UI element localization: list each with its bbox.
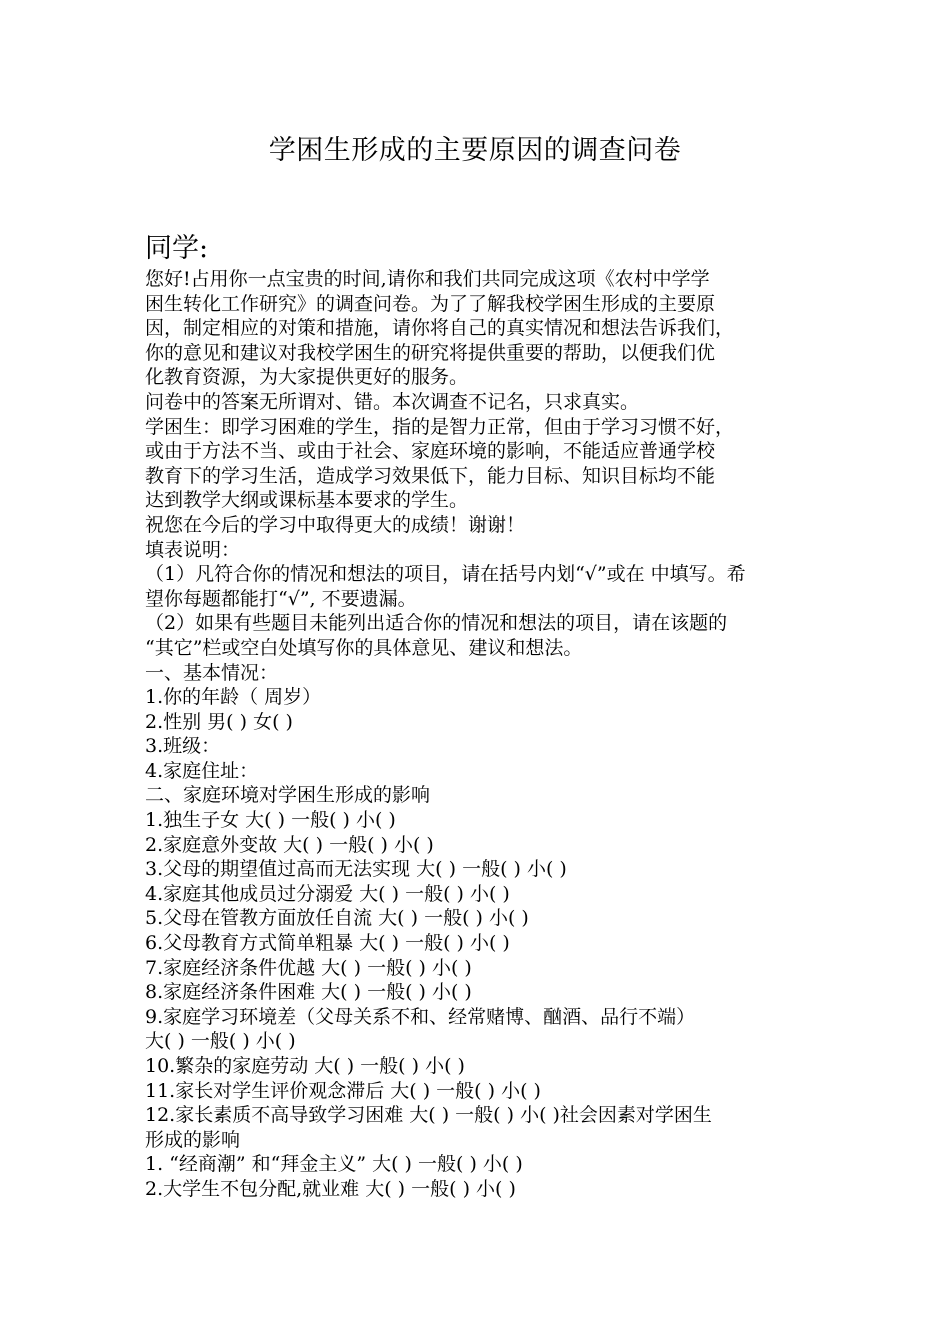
- question-item: 2.大学生不包分配,就业难 大( ) 一般( ) 小( ): [145, 1177, 516, 1200]
- section-heading: 二、家庭环境对学困生形成的影响: [145, 784, 431, 807]
- question-item: 4.家庭其他成员过分溺爱 大( ) 一般( ) 小( ): [145, 882, 510, 905]
- question-item: 3.父母的期望值过高而无法实现 大( ) 一般( ) 小( ): [145, 858, 567, 881]
- section-label: 填表说明：: [145, 538, 241, 561]
- question-item: 11.家长对学生评价观念滞后 大( ) 一般( ) 小( ): [145, 1079, 541, 1102]
- paragraph-line: 困生转化工作研究》的调查问卷。为了了解我校学困生形成的主要原: [145, 292, 716, 315]
- paragraph-line: 祝您在今后的学习中取得更大的成绩！谢谢！: [145, 513, 526, 536]
- question-item: 12.家长素质不高导致学习困难 大( ) 一般( ) 小( )社会因素对学困生: [145, 1104, 712, 1127]
- question-item: 大( ) 一般( ) 小( ): [145, 1030, 296, 1053]
- greeting: 同学:: [145, 233, 209, 264]
- question-item: 1.独生子女 大( ) 一般( ) 小( ): [145, 809, 396, 832]
- question-item: 10.繁杂的家庭劳动 大( ) 一般( ) 小( ): [145, 1055, 465, 1077]
- question-item: 3.班级：: [145, 735, 221, 758]
- question-item: 7.家庭经济条件优越 大( ) 一般( ) 小( ): [145, 956, 472, 979]
- question-item: 1.你的年龄（ 周岁）: [145, 686, 322, 709]
- instruction-line: 望你每题都能打“√”, 不要遗漏。: [145, 587, 417, 610]
- question-item: 2.家庭意外变故 大( ) 一般( ) 小( ): [145, 833, 434, 856]
- instruction-line: “其它”栏或空白处填写你的具体意见、建议和想法。: [145, 636, 583, 659]
- instruction-line: （2）如果有些题目未能列出适合你的情况和想法的项目，请在该题的: [145, 612, 728, 635]
- paragraph-line: 您好!占用你一点宝贵的时间,请你和我们共同完成这项《农村中学学: [145, 268, 710, 290]
- section-heading: 一、基本情况：: [145, 661, 279, 684]
- question-item: 6.父母教育方式简单粗暴 大( ) 一般( ) 小( ): [145, 932, 510, 955]
- paragraph-line: 因，制定相应的对策和措施，请你将自己的真实情况和想法告诉我们，: [145, 317, 735, 340]
- question-item: 5.父母在管教方面放任自流 大( ) 一般( ) 小( ): [145, 907, 529, 930]
- paragraph-line: 你的意见和建议对我校学困生的研究将提供重要的帮助，以便我们优: [145, 341, 716, 364]
- paragraph-line: 化教育资源，为大家提供更好的服务。: [145, 366, 469, 389]
- paragraph-line: 问卷中的答案无所谓对、错。本次调查不记名，只求真实。: [145, 390, 640, 413]
- question-item: 4.家庭住址：: [145, 759, 259, 782]
- question-item: 8.家庭经济条件困难 大( ) 一般( ) 小( ): [145, 981, 472, 1004]
- question-item: 2.性别 男( ) 女( ): [145, 710, 293, 733]
- paragraph-line: 教育下的学习生活，造成学习效果低下，能力目标、知识目标均不能: [145, 464, 716, 487]
- paragraph-line: 学困生：即学习困难的学生，指的是智力正常，但由于学习习惯不好，: [145, 415, 735, 438]
- question-item: 9.家庭学习环境差（父母关系不和、经常赌博、酗酒、品行不端）: [145, 1005, 696, 1028]
- paragraph-line: 或由于方法不当、或由于社会、家庭环境的影响，不能适应普通学校: [145, 440, 716, 463]
- question-item: 形成的影响: [145, 1128, 241, 1151]
- instruction-line: （1）凡符合你的情况和想法的项目，请在括号内划“√”或在 中填写。希: [145, 563, 746, 586]
- document-body: [145, 267, 810, 1202]
- document-title: 学困生形成的主要原因的调查问卷: [268, 135, 682, 166]
- question-item: 1. “经商潮” 和“拜金主义” 大( ) 一般( ) 小( ): [145, 1153, 523, 1176]
- paragraph-line: 达到教学大纲或课标基本要求的学生。: [145, 489, 469, 512]
